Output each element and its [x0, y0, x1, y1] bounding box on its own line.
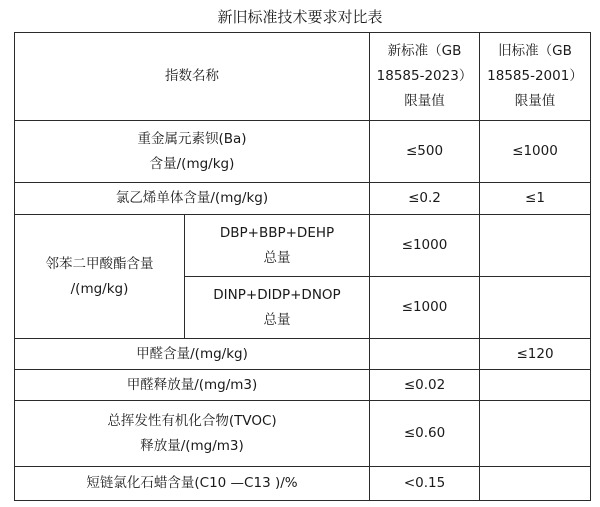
table-row-phthalate-1: [15, 215, 591, 277]
row-formaldehyde-content-old-value: ≤120: [480, 339, 591, 370]
row-tvoc-old-value: [480, 401, 591, 467]
row-phthalate-sub1-new-value: ≤1000: [370, 215, 480, 277]
row-phthalate-sub2-name: [185, 277, 370, 339]
row-phthalate-group-line-1: 邻苯二甲酸酯含量: [45, 255, 154, 272]
header-new-line-1: 新标准（GB: [387, 43, 462, 59]
row-formaldehyde-emission-old-value: [480, 370, 591, 401]
row-tvoc-name-line-1: 总挥发性有机化合物(TVOC): [107, 412, 277, 429]
row-formaldehyde-emission-name: 甲醛释放量/(mg/m3): [15, 370, 370, 401]
row-phthalate-sub2-line-2: 总量: [263, 311, 291, 328]
header-old-standard: [480, 33, 591, 121]
row-ba-old-value: ≤1000: [480, 121, 591, 183]
row-formaldehyde-emission-new-value: ≤0.02: [370, 370, 480, 401]
header-new-standard: [370, 33, 480, 121]
header-old-line-3: 限量值: [514, 93, 556, 109]
header-old-line-1: 旧标准（GB: [498, 43, 572, 59]
row-formaldehyde-content-name: 甲醛含量/(mg/kg): [15, 339, 370, 370]
row-vinyl-chloride-old-value: ≤1: [480, 183, 591, 215]
table-row-ba: [15, 121, 591, 183]
header-new-line-3: 限量值: [404, 93, 445, 109]
row-sccp-old-value: [480, 467, 591, 501]
row-phthalate-sub1-line-2: 总量: [263, 249, 291, 266]
row-phthalate-sub2-new-value: ≤1000: [370, 277, 480, 339]
comparison-table: [14, 32, 591, 501]
row-ba-name: [15, 121, 370, 183]
row-sccp-new-value: <0.15: [370, 467, 480, 501]
row-formaldehyde-content-new-value: [370, 339, 480, 370]
table-row-formaldehyde-emission: [15, 370, 591, 401]
table-row-tvoc: [15, 401, 591, 467]
row-tvoc-new-value: ≤0.60: [370, 401, 480, 467]
header-indicator-name: 指数名称: [15, 33, 370, 121]
header-old-line-2: 18585-2001）: [487, 68, 583, 84]
row-ba-name-line-1: 重金属元素钡(Ba): [137, 130, 247, 147]
row-phthalate-sub2-old-value: [480, 277, 591, 339]
header-new-line-2: 18585-2023）: [376, 68, 473, 84]
table-title: 新旧标准技术要求对比表: [217, 8, 383, 26]
row-ba-new-value: ≤500: [370, 121, 480, 183]
table-row-formaldehyde-content: [15, 339, 591, 370]
row-phthalate-sub1-line-1: DBP+BBP+DEHP: [219, 224, 335, 241]
row-phthalate-sub1-old-value: [480, 215, 591, 277]
row-phthalate-group-line-2: /(mg/kg): [70, 280, 129, 297]
row-vinyl-chloride-name: 氯乙烯单体含量/(mg/kg): [15, 183, 370, 215]
header-row: [15, 33, 591, 121]
row-phthalate-group-name: [15, 215, 185, 339]
row-phthalate-sub2-line-1: DINP+DIDP+DNOP: [213, 286, 341, 303]
row-tvoc-name: [15, 401, 370, 467]
table-row-sccp: [15, 467, 591, 501]
row-phthalate-sub1-name: [185, 215, 370, 277]
row-tvoc-name-line-2: 释放量/(mg/m3): [140, 437, 244, 454]
row-ba-name-line-2: 含量/(mg/kg): [149, 155, 235, 172]
row-sccp-name: 短链氯化石蜡含量(C10 —C13 )/%: [15, 467, 370, 501]
table-row-vinyl-chloride: [15, 183, 591, 215]
row-vinyl-chloride-new-value: ≤0.2: [370, 183, 480, 215]
